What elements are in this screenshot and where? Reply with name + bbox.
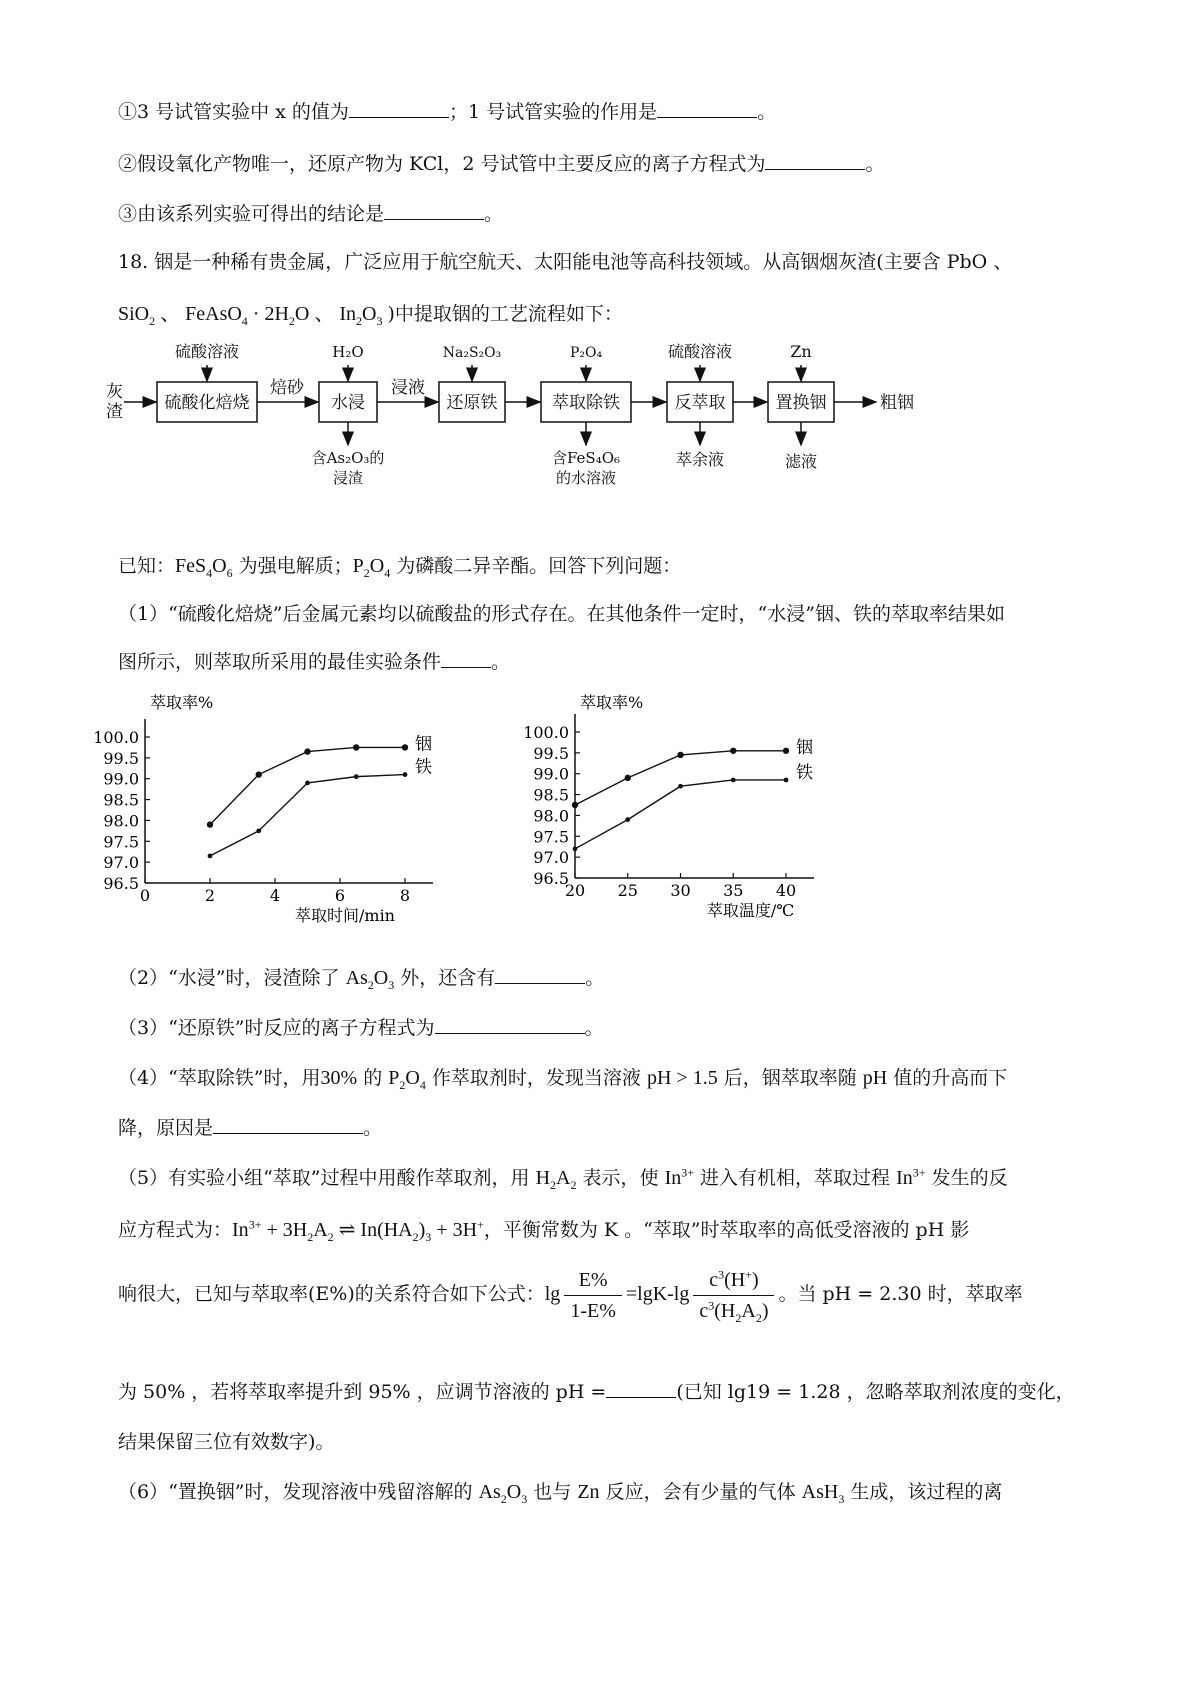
- y-tick-label: 98.5: [103, 790, 139, 810]
- q18-text: （3）“还原铁”时反应的离子方程式为: [118, 1017, 435, 1039]
- q17-text: 。: [865, 153, 885, 175]
- q18-p5-line3: 响很大，已知与萃取率(E%)的关系符合如下公式：lg $\frac{E\%}{1-E\%}$ =lgK-lg $\frac{c^3(H^+)}{c^3(H_2A_2)}$ 。当 pH = 2.30 时，萃取率: [118, 1262, 1023, 1326]
- data-point: [402, 744, 408, 750]
- q17-text: 。: [757, 101, 777, 123]
- y-axis-label: 萃取率%: [150, 693, 214, 712]
- q18-p5-line4: 为 50% ，若将萃取率提升到 95% ，应调节溶液的 pH = (已知 lg19 = 1.28 ，忽略萃取剂浓度的变化，: [118, 1381, 1075, 1403]
- x-tick-label: 4: [269, 886, 281, 905]
- q17-text: ②假设氧化产物唯一，还原产物为 KCl，2 号试管中主要反应的离子方程式为: [118, 153, 766, 175]
- answer-blank[interactable]: [213, 1115, 363, 1134]
- flow-output-label: 萃余液: [675, 450, 725, 469]
- answer-blank[interactable]: [349, 99, 449, 118]
- flow-input-label: P₂O₄: [569, 345, 603, 361]
- fraction-extraction: $\frac{E\%}{1-E\%}$: [564, 1265, 622, 1326]
- flow-box-label: 萃取除铁: [552, 393, 620, 413]
- flow-input-label: 硫酸溶液: [667, 342, 733, 361]
- q18-text: )中提取铟的工艺流程如下：: [387, 303, 623, 325]
- fraction-concentration: $\frac{c^3(H^+)}{c^3(H_2A_2)}$: [693, 1265, 774, 1326]
- flow-input-label: H₂O: [332, 343, 364, 361]
- x-tick-label: 20: [564, 881, 586, 900]
- q17-line-2: [118, 150, 884, 178]
- q17-text: ③由该系列实验可得出的结论是: [118, 203, 385, 225]
- flow-input-label: 硫酸溶液: [174, 342, 240, 361]
- q18-p6: （6）“置换铟”时，发现溶液中残留溶解的 $As_2O_3$ 也与 Zn 反应，会有少量的气体 AsH$_3$ 生成，该过程的离: [118, 1481, 1003, 1506]
- data-point: [625, 775, 631, 781]
- data-point: [354, 774, 359, 779]
- flow-output-label: 的水溶液: [555, 469, 617, 487]
- data-point: [353, 744, 359, 750]
- answer-blank[interactable]: [495, 965, 585, 984]
- flow-input-label: Zn: [790, 342, 812, 361]
- y-tick-label: 99.5: [103, 748, 139, 768]
- data-point: [256, 771, 262, 777]
- series-line-iron: [210, 775, 405, 856]
- answer-blank[interactable]: [657, 99, 757, 118]
- flow-box-label: 还原铁: [446, 393, 498, 413]
- answer-blank[interactable]: [441, 649, 491, 668]
- y-tick-label: 97.0: [103, 853, 139, 873]
- q18-p3: （3）“还原铁”时反应的离子方程式为 。: [118, 1017, 604, 1039]
- y-tick-label: 96.5: [103, 874, 139, 893]
- series-line-indium: [210, 747, 405, 824]
- y-tick-label: 98.0: [103, 811, 139, 831]
- flow-box-label: 置换铟: [775, 393, 827, 413]
- chart-extraction-vs-temperature: [523, 690, 950, 940]
- x-tick-label: 8: [399, 886, 411, 905]
- data-point: [573, 846, 578, 851]
- flow-box-label: 水浸: [331, 393, 365, 413]
- q18-p1-line2: [118, 648, 510, 676]
- y-tick-label: 99.0: [533, 764, 569, 784]
- y-tick-label: 100.0: [93, 728, 139, 747]
- data-point: [784, 778, 789, 783]
- x-axis-label: 萃取温度/℃: [706, 901, 795, 920]
- flow-arrow-label: 焙砂: [270, 378, 304, 398]
- series-label: 铟: [415, 734, 432, 755]
- y-tick-label: 99.5: [533, 743, 569, 763]
- svg-text:渣: 渣: [106, 402, 123, 422]
- flow-output-label: 滤液: [784, 452, 818, 471]
- data-point: [207, 821, 213, 827]
- q17-line-1: [118, 98, 776, 126]
- formula-sio2: SiO$_2$ 、 FeAsO$_4$ · $2H_2O$ 、 $In_2O_3$: [118, 303, 383, 328]
- data-point: [730, 748, 736, 754]
- flow-output-label: 粗铟: [880, 393, 914, 413]
- data-point: [208, 853, 213, 858]
- q18-p2: （2）“水浸”时，浸渣除了 $As_2O_3$ 外，还含有 。: [118, 967, 605, 992]
- y-tick-label: 97.5: [533, 827, 569, 847]
- data-point: [625, 817, 630, 822]
- flow-output-label: 含FeS₄O₆: [551, 449, 621, 467]
- flow-input-label: Na₂S₂O₃: [442, 345, 502, 361]
- answer-blank[interactable]: [606, 1379, 676, 1398]
- y-axis-label: 萃取率%: [580, 693, 644, 712]
- flow-arrow-label: 浸液: [391, 378, 425, 398]
- q18-p5-line2: 应方程式为：$In^{3+} + 3H_2A_2$ ⇌ $In(HA_2)_3 + 3H^+$，平衡常数为 K 。“萃取”时萃取率的高低受溶液的 pH 影: [118, 1217, 970, 1244]
- y-tick-label: 99.0: [103, 769, 139, 789]
- q18-p4-line1: （4）“萃取除铁”时，用30% 的 $P_2O_4$ 作萃取剂时，发现当溶液 pH > 1.5 后，铟萃取率随 pH 值的升高而下: [118, 1067, 1008, 1092]
- q18-p1-line1: （1）“硫酸化焙烧”后金属元素均以硫酸盐的形式存在。在其他条件一定时，“水浸”铟、铁的萃取率结果如: [118, 603, 1005, 625]
- data-point: [677, 752, 683, 758]
- y-tick-label: 97.5: [103, 832, 139, 852]
- data-point: [304, 748, 310, 754]
- data-point: [403, 772, 408, 777]
- data-point: [572, 802, 578, 808]
- q18-intro-2: [118, 300, 623, 328]
- x-tick-label: 30: [670, 881, 691, 900]
- q17-line-3: [118, 200, 503, 228]
- flow-box-label: 反萃取: [674, 393, 726, 413]
- x-tick-label: 25: [617, 881, 638, 900]
- x-tick-label: 0: [139, 886, 151, 905]
- flow-box-label: 硫酸化焙烧: [164, 393, 250, 413]
- x-tick-label: 2: [204, 886, 216, 905]
- y-tick-label: 96.5: [533, 869, 569, 888]
- q17-text: ；1 号试管实验的作用是: [448, 101, 658, 123]
- series-label: 铁: [415, 757, 432, 778]
- q18-p5-line5: 结果保留三位有效数字)。: [118, 1431, 335, 1453]
- chart-extraction-vs-time: [93, 690, 520, 940]
- answer-blank[interactable]: [765, 151, 865, 170]
- y-tick-label: 97.0: [533, 848, 569, 868]
- process-flow-diagram: [100, 342, 980, 525]
- series-label: 铁: [796, 762, 813, 783]
- answer-blank[interactable]: [435, 1015, 585, 1034]
- q18-p5-line1: （5）有实验小组“萃取”过程中用酸作萃取剂，用 $H_2A_2$ 表示，使 $In^{3+}$ 进入有机相，萃取过程 $In^{3+}$ 发生的反: [118, 1165, 1008, 1192]
- series-line-indium: [575, 751, 786, 805]
- y-tick-label: 98.0: [533, 806, 569, 826]
- q18-known: 已知：$FeS_4O_6$ 为强电解质；$P_2O_4$ 为磷酸二异辛酯。回答下列问题：: [118, 555, 682, 580]
- x-tick-label: 35: [723, 881, 744, 900]
- flow-output-label: 浸渣: [332, 469, 364, 487]
- y-tick-label: 100.0: [523, 723, 569, 742]
- flow-output-label: 含As₂O₃的: [311, 449, 385, 467]
- q17-text: 。: [484, 203, 504, 225]
- answer-blank[interactable]: [384, 201, 484, 220]
- data-point: [783, 748, 789, 754]
- data-point: [305, 780, 310, 785]
- reaction-equation: $In^{3+} + 3H_2A_2$ ⇌ $In(HA_2)_3 + 3H^+$: [232, 1217, 484, 1244]
- data-point: [731, 778, 736, 783]
- data-point: [678, 784, 683, 789]
- x-axis-label: 萃取时间/min: [295, 906, 395, 925]
- q18-text: 。: [491, 651, 511, 673]
- q18-text: 图所示，则萃取所采用的最佳实验条件: [118, 651, 442, 673]
- series-line-iron: [575, 780, 786, 849]
- q18-p4-line2: 降，原因是 。: [118, 1117, 383, 1139]
- y-tick-label: 98.5: [533, 785, 569, 805]
- x-tick-label: 40: [775, 881, 797, 900]
- x-tick-label: 6: [334, 886, 346, 905]
- series-label: 铟: [796, 737, 813, 758]
- q18-intro-1: 18. 铟是一种稀有贵金属，广泛应用于航空航天、太阳能电池等高科技领域。从高铟烟灰渣(主要含 PbO 、: [118, 251, 1013, 273]
- q17-text: ①3 号试管实验中 x 的值为: [118, 101, 349, 123]
- data-point: [256, 828, 261, 833]
- flow-start-label: 灰: [106, 382, 123, 402]
